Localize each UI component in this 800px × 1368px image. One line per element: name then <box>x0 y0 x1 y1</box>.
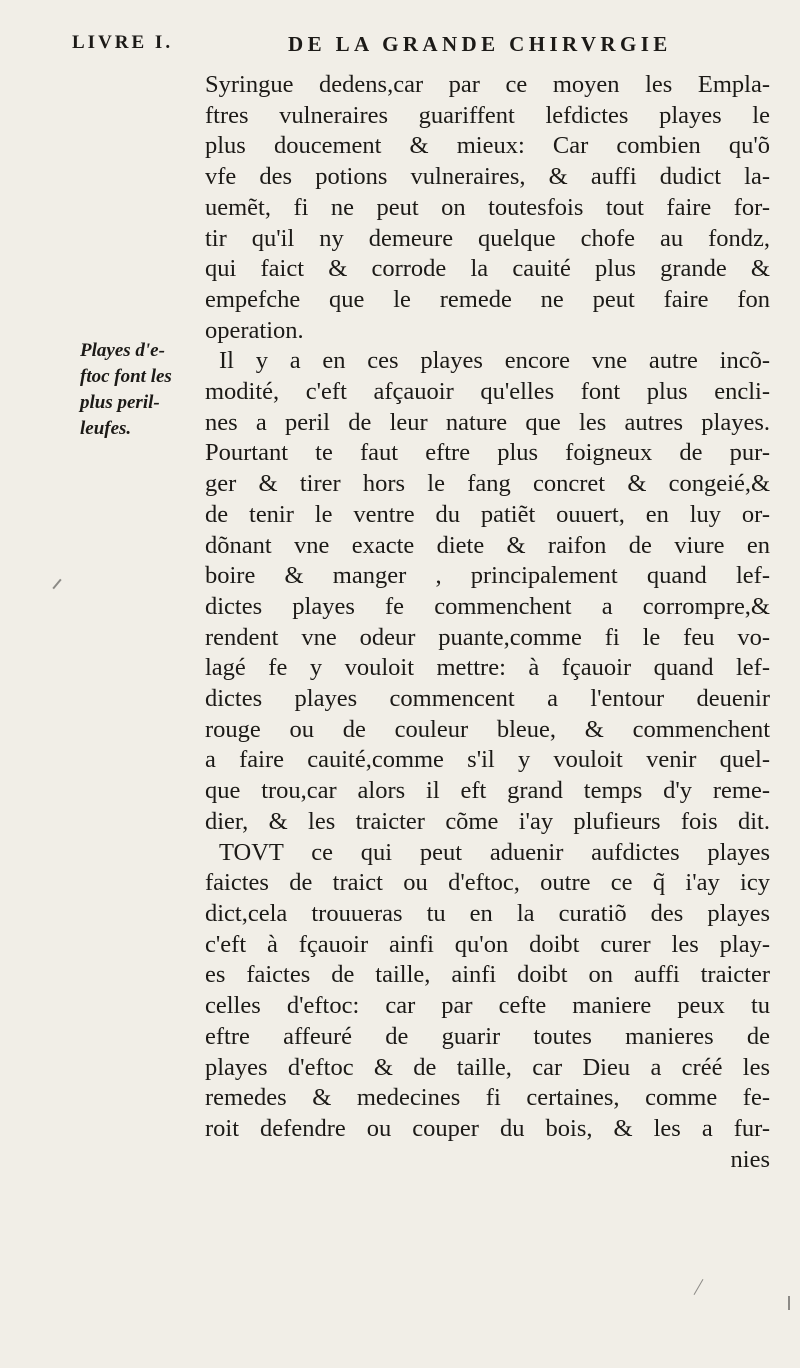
book-number: LIVRE I. <box>72 32 174 53</box>
body-text <box>205 70 770 1175</box>
margin-note-line: plus peril- <box>80 392 160 413</box>
text-line: lagé fe y vouloit mettre: à fçauoir quand lef- <box>205 654 770 682</box>
text-line: c'eft à fçauoir ainfi qu'on doibt curer les play- <box>205 930 770 958</box>
text-line: nes a peril de leur nature que les autres playes. <box>205 408 770 436</box>
text-line: eftre affeuré de guarir toutes manieres de <box>205 1022 770 1050</box>
text-line: dõnant vne exacte diete & raifon de viure en <box>205 531 770 559</box>
text-line: roit defendre ou couper du bois, & les a fur- <box>205 1114 770 1142</box>
text-line: tir qu'il ny demeure quelque chofe au fondz, <box>205 224 770 252</box>
text-line: dictes playes commencent a l'entour deuenir <box>205 685 770 713</box>
text-line: rouge ou de couleur bleue, & commenchent <box>205 715 770 743</box>
text-line: uemẽt, fi ne peut on toutesfois tout faire for- <box>205 193 770 221</box>
text-line: celles d'eftoc: car par cefte maniere peux tu <box>205 992 770 1020</box>
text-line: rendent vne odeur puante,comme fi le feu vo- <box>205 623 770 651</box>
running-title: DE LA GRANDE CHIRVRGIE <box>288 32 672 56</box>
text-line: dier, & les traicter cõme i'ay plufieurs fois dit. <box>205 807 770 835</box>
text-line: remedes & medecines fi certaines, comme fe- <box>205 1084 770 1112</box>
text-line: faictes de traict ou d'eftoc, outre ce q̃ i'ay icy <box>205 869 770 897</box>
paper-mark <box>788 1296 790 1310</box>
text-line: operation. <box>205 316 304 344</box>
text-line: dictes playes fe commenchent a corrompre,& <box>205 592 770 620</box>
running-header <box>0 30 800 64</box>
catchword: nies <box>730 1145 770 1173</box>
text-line: Il y a en ces playes encore vne autre incõ- <box>219 347 770 375</box>
text-line: boire & manger , principalement quand lef- <box>205 562 770 590</box>
margin-note-line: Playes d'e- <box>80 340 165 361</box>
margin-note <box>80 338 210 442</box>
text-line: qui faict & corrode la cauité plus grande & <box>205 255 770 283</box>
text-line: que trou,car alors il eft grand temps d'y reme- <box>205 777 770 805</box>
paper-mark <box>694 1279 704 1295</box>
margin-note-line: leufes. <box>80 418 132 439</box>
text-line: Syringue dedens,car par ce moyen les Empla- <box>205 71 770 98</box>
text-line: vfe des potions vulneraires, & auffi dudict la- <box>205 163 770 191</box>
text-line: empefche que le remede ne peut faire fon <box>205 285 770 313</box>
text-line: ftres vulneraires guariffent lefdictes playes le <box>205 101 770 129</box>
text-line: ger & tirer hors le fang concret & congeié,& <box>205 470 770 498</box>
text-line: plus doucement & mieux: Car combien qu'õ <box>205 132 770 160</box>
text-line: es faictes de taille, ainfi doibt on auffi traicter <box>205 961 770 989</box>
text-line: modité, c'eft afçauoir qu'elles font plus encli- <box>205 378 770 406</box>
margin-note-line: ftoc font les <box>80 366 172 387</box>
text-line: TOVT ce qui peut aduenir aufdictes playes <box>219 838 770 866</box>
text-line: Pourtant te faut eftre plus foigneux de pur- <box>205 439 770 467</box>
text-line: a faire cauité,comme s'il y vouloit venir quel- <box>205 746 770 774</box>
paper-mark <box>52 579 61 589</box>
text-line: dict,cela trouueras tu en la curatiõ des playes <box>205 899 770 927</box>
text-line: playes d'eftoc & de taille, car Dieu a créé les <box>205 1053 770 1081</box>
text-line: de tenir le ventre du patiẽt ouuert, en luy or- <box>205 500 770 528</box>
